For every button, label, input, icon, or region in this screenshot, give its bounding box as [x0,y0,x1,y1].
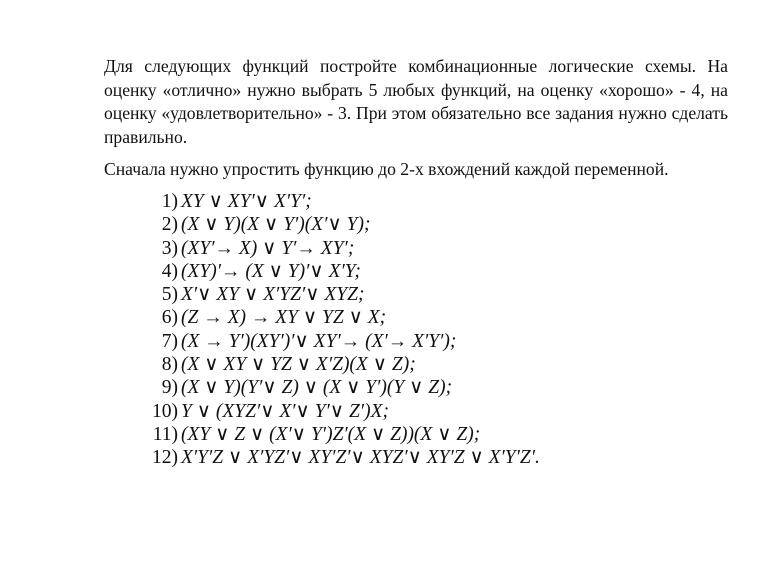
item-number: 3) [161,237,178,259]
item-number: 2) [161,214,178,236]
function-expression: X′∨ XY ∨ X′YZ′∨ XYZ; [181,284,365,306]
intro-paragraph: Для следующих функций постройте комбинационные логические схемы. На оценку «отлично» нужно выбрать 5 любых функций, на оценку «хорошо» - 4, на оценку «удовлетворительно» - 3. При этом обязательно все задания нужно сделать правильно. [104,56,728,147]
list-item [144,283,540,306]
item-number: 4) [161,260,178,282]
function-expression: (XY)′→ (X ∨ Y)′∨ X′Y; [181,260,361,282]
item-number: 8) [161,354,178,376]
list-item [144,213,540,236]
function-expression: (Z → X) → XY ∨ YZ ∨ X; [181,307,387,329]
function-expression: Y ∨ (XYZ′∨ X′∨ Y′∨ Z′)X; [181,400,389,422]
list-item [144,306,540,329]
function-expression: (X ∨ XY ∨ YZ ∨ X′Z)(X ∨ Z); [181,354,416,376]
list-item [144,260,540,283]
item-number: 12) [152,447,178,469]
list-item [144,400,540,423]
list-item [144,330,540,353]
item-number: 11) [152,423,178,445]
function-expression: (X ∨ Y)(X ∨ Y′)(X′∨ Y); [181,214,371,236]
item-number: 9) [161,377,178,399]
list-item [144,237,540,260]
item-number: 1) [161,191,178,212]
function-expression: (XY ∨ Z ∨ (X′∨ Y′)Z′(X ∨ Z))(X ∨ Z); [181,423,481,445]
function-list [144,190,540,470]
list-item [144,376,540,399]
item-number: 5) [161,284,178,306]
function-expression: (X → Y′)(XY′)′∨ XY′→ (X′→ X′Y′); [181,330,457,352]
function-expression: X′Y′Z ∨ X′YZ′∨ XY′Z′∨ XYZ′∨ XY′Z ∨ X′Y′Z′. [181,447,540,469]
item-number: 6) [161,307,178,329]
list-item [144,423,540,446]
function-expression: (X ∨ Y)(Y′∨ Z) ∨ (X ∨ Y′)(Y ∨ Z); [181,377,453,399]
function-expression: XY ∨ XY′∨ X′Y′; [181,191,312,212]
list-item [144,190,540,213]
item-number: 10) [152,400,178,422]
list-item [144,446,540,469]
list-item [144,353,540,376]
note-paragraph: Сначала нужно упростить функцию до 2-х вхождений каждой переменной. [104,159,669,179]
item-number: 7) [161,330,178,352]
function-expression: (XY′→ X) ∨ Y′→ XY′; [181,237,355,259]
